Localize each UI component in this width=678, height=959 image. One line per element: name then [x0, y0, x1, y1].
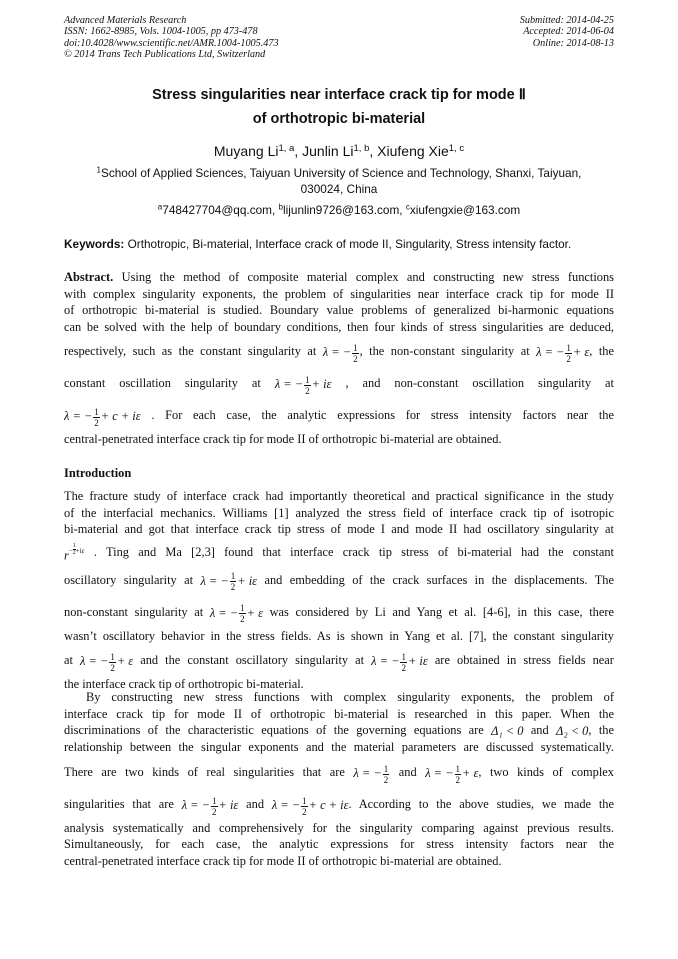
paper-title	[64, 83, 614, 131]
body-text: The fracture study of interface crack had importantly theoretical and practical significance in the study	[64, 489, 614, 503]
abstract-text: with complex singularity exponents, the problem of singularities near interface crack tip for mode II	[64, 286, 614, 301]
formula: λ = − $\frac{1}{2}$ + ε	[536, 342, 590, 364]
author-sup: 1, b	[353, 142, 370, 154]
abstract-text: λ = − $\frac{1}{2}$ + c + iε . For each case, the analytic expressions for stress intensity factors near the	[64, 399, 614, 431]
abstract-text: Using the method of composite material complex and constructing new stress functions	[121, 270, 614, 284]
body-text: the interface crack tip of orthotropic bi-material.	[64, 677, 304, 691]
section-heading: Introduction	[64, 466, 132, 480]
affiliation	[64, 165, 614, 197]
journal-doi: doi:10.4028/www.scientific.net/AMR.1004-1005.473	[64, 37, 279, 49]
formula: λ = − $\frac{1}{2}$	[322, 342, 358, 364]
title-line-2: of orthotropic bi-material	[252, 111, 426, 127]
formula: λ = − $\frac{1}{2}$ + iε	[181, 795, 239, 817]
abstract-label: Abstract.	[64, 270, 114, 284]
abstract-text: central-penetrated interface crack tip for mode II of orthotropic bi-material are obtained.	[64, 432, 502, 446]
author-name: Muyang Li	[213, 143, 279, 159]
body-text: oscillatory singularity at λ = − $\frac{1}{2}$ + iε and embedding of the crack surfaces in the displacements. The	[64, 564, 614, 596]
email-link[interactable]: 748427704@qq.com,	[162, 203, 276, 217]
body-text: interface crack tip for mode II of orthotropic bi-material is researched in this paper. When the	[64, 706, 614, 721]
email-link[interactable]: xiufengxie@163.com	[409, 203, 521, 217]
journal-issn: ISSN: 1662-8985, Vols. 1004-1005, pp 473-478	[64, 26, 258, 38]
body-text: wasn’t oscillatory behavior in the stress fields. As is shown in Yang et al. [7], the constant singularity	[64, 628, 614, 643]
author-name: Junlin Li	[302, 143, 354, 159]
body-text: discriminations of the characteristic equations of the governing equations are Δ₁ < 0 and Δ₂ < 0, the	[64, 723, 614, 738]
formula: λ = − $\frac{1}{2}$ + iε	[371, 651, 428, 673]
email-link[interactable]: lijunlin9726@163.com,	[283, 203, 403, 217]
formula: λ = − $\frac{1}{2}$ + c + iε	[271, 795, 349, 817]
keywords	[64, 236, 624, 252]
formula: λ = − $\frac{1}{2}$ + iε	[274, 374, 332, 396]
keywords-label: Keywords:	[64, 237, 125, 251]
email-sup: c	[405, 202, 410, 212]
formula: λ = − $\frac{1}{2}$ + ε	[209, 603, 263, 625]
body-text: non-constant singularity at λ = − $\frac{1}{2}$ + ε was considered by Li and Yang et al. [4-6], in this case, there	[64, 596, 614, 628]
email-sup: b	[278, 202, 284, 212]
formula: λ = − $\frac{1}{2}$ + ε	[425, 763, 479, 785]
title-line-1: Stress singularities near interface crack tip for mode Ⅱ	[152, 87, 526, 103]
formula: λ = − $\frac{1}{2}$	[353, 763, 389, 785]
abstract-text: respectively, such as the constant singularity at λ = − $\frac{1}{2}$ , the non-constant singularity at λ = − $\frac{1}{2}$ + ε, the	[64, 335, 614, 367]
author-sup: 1, c	[448, 142, 465, 154]
body-text: relationship between the singular exponents and the material parameters are discussed systematically.	[64, 740, 614, 755]
affiliation-sup: 1	[96, 165, 101, 175]
body-text: analysis systematically and comprehensively for the singularity comparing against previous results.	[64, 820, 614, 835]
formula: $r^{- \frac{1}{2} +i\varepsilon}$	[64, 543, 85, 562]
body-text: at λ = − $\frac{1}{2}$ + ε and the constant oscillatory singularity at λ = − $\frac{1}{2}$ + iε are obtained in stress fields near	[64, 644, 614, 676]
abstract	[64, 269, 614, 448]
date-submitted: Submitted: 2014-04-25	[519, 15, 614, 26]
formula: λ = − $\frac{1}{2}$ + c + iε	[64, 406, 141, 428]
date-online: Online: 2014-08-13	[532, 37, 614, 49]
body-text: $r^{- \frac{1}{2} +i\varepsilon}$ . Ting and Ma [2,3] found that interface crack tip stress of bi-material had the constant	[64, 538, 614, 564]
intro-paragraph-1	[64, 488, 614, 693]
body-text: By constructing new stress functions with complex singularity exponents, the problem of	[86, 690, 614, 704]
journal-copyright: © 2014 Trans Tech Publications Ltd, Switzerland	[64, 49, 266, 61]
journal-header	[64, 15, 279, 61]
body-text: central-penetrated interface crack tip for mode II of orthotropic bi-material are obtained.	[64, 853, 502, 868]
body-text: bi-material and got that interface crack tip stress of mode I and mode II had oscillatory singularity at	[64, 522, 614, 536]
body-text: There are two kinds of real singularities that are λ = − $\frac{1}{2}$ and λ = − $\frac{1}{2}$ + ε, two kinds of complex	[64, 756, 614, 788]
abstract-text: can be solved with the help of boundary conditions, then four kinds of stress singularities are deduced,	[64, 319, 614, 334]
formula: λ = − $\frac{1}{2}$ + iε	[200, 571, 258, 593]
formula: λ = − $\frac{1}{2}$ + ε	[80, 651, 134, 673]
body-text: singularities that are λ = − $\frac{1}{2}$ + iε and λ = − $\frac{1}{2}$ + c + iε. According to the above studies, we made the	[64, 788, 614, 820]
dates-header	[520, 15, 614, 49]
abstract-text: constant oscillation singularity at λ = − $\frac{1}{2}$ + iε , and non-constant oscillation singularity at	[64, 367, 614, 399]
formula: Δ₂ < 0	[556, 723, 589, 738]
author-emails	[64, 202, 614, 218]
email-sup: a	[157, 202, 163, 212]
journal-name: Advanced Materials Research	[64, 15, 187, 26]
intro-paragraph-2	[64, 689, 614, 869]
author-name: Xiufeng Xie	[377, 143, 449, 159]
abstract-text: of orthotropic bi-material is studied. Boundary value problems of generalized bi-harmonic equations	[64, 303, 614, 317]
affiliation-line-1: School of Applied Sciences, Taiyuan University of Science and Technology, Shanxi, Taiyuan,	[100, 166, 582, 180]
date-accepted: Accepted: 2014-06-04	[523, 26, 614, 38]
formula: Δ₁ < 0	[491, 723, 524, 738]
author-sup: 1, a	[278, 142, 295, 154]
keywords-text: Orthotropic, Bi-material, Interface crack of mode II, Singularity, Stress intensity factor.	[127, 237, 572, 251]
body-text: Simultaneously, for each case, the analytic expressions for stress intensity factors near the	[64, 837, 614, 852]
author-list: Muyang Li$^{1, a}$, Junlin Li$^{1, b}$, Xiufeng Xie$^{1, c}$	[213, 142, 465, 159]
body-text: of the interfacial mechanics. Williams [1] analyzed the stress field of interface crack tip of isotropic	[64, 505, 614, 520]
affiliation-line-2: 030024, China	[300, 182, 378, 196]
